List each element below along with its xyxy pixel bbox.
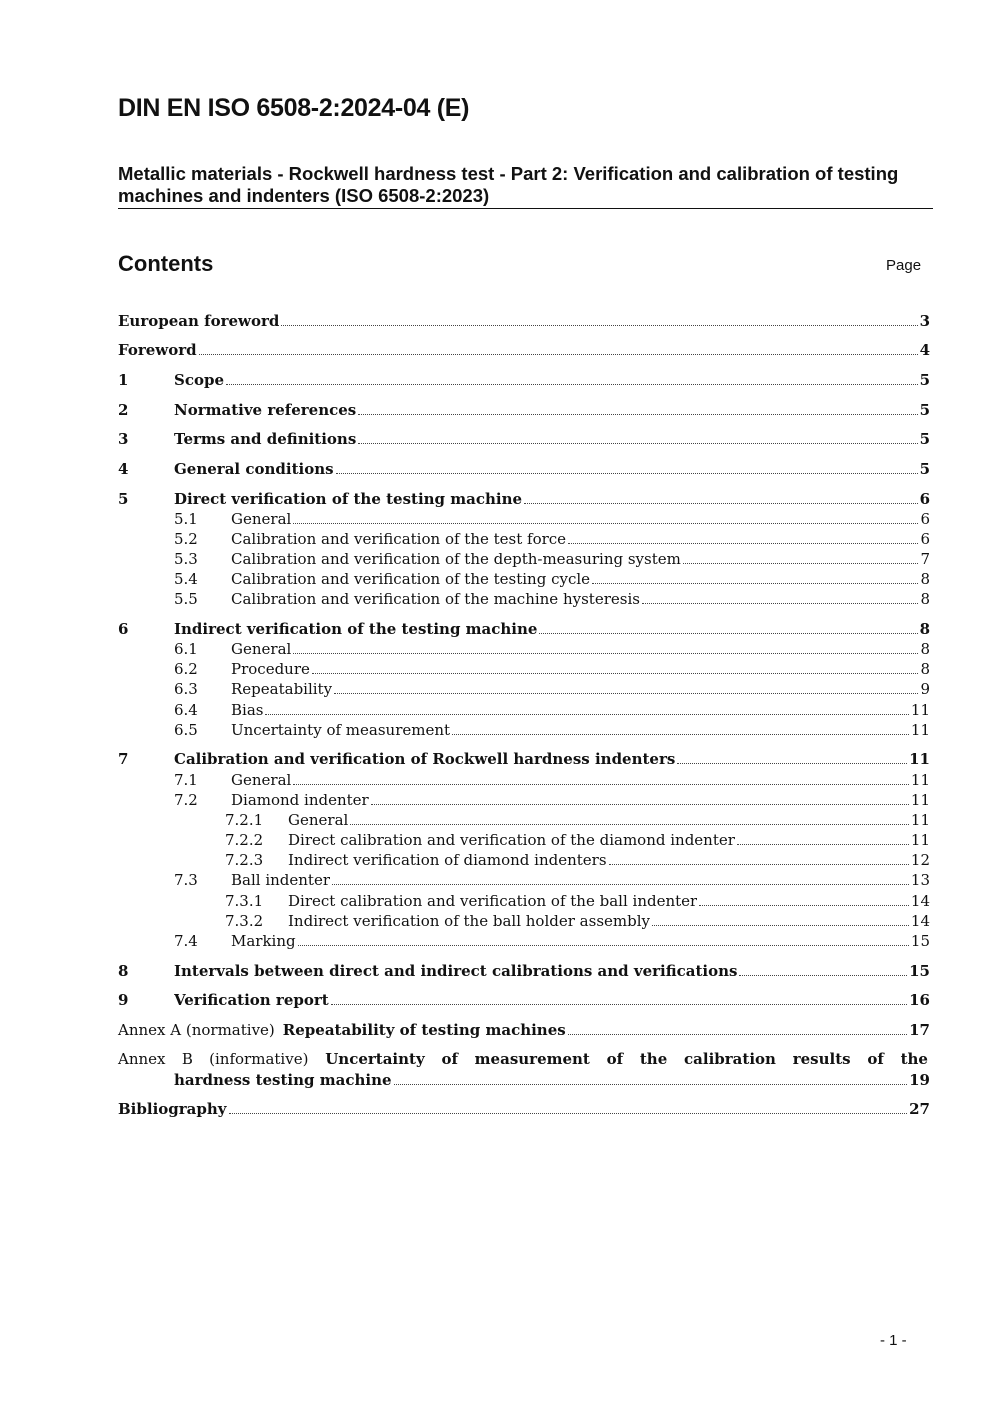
toc-entry-page: 11	[910, 721, 930, 739]
toc-entry-title: Indirect verification of the testing machine	[174, 620, 538, 638]
toc-entry[interactable]	[118, 720, 930, 740]
toc-entry-page: 11	[910, 701, 930, 719]
toc-entry-title: Intervals between direct and indirect calibrations and verifications	[174, 962, 738, 980]
dot-leader	[350, 824, 909, 825]
document-subtitle: Metallic materials - Rockwell hardness test - Part 2: Verification and calibration of testing machines and indenters (ISO 6508-2:2023)	[118, 163, 933, 209]
toc-entry-page: 9	[920, 680, 930, 698]
dot-leader	[677, 763, 907, 764]
toc-entry-page: 5	[919, 401, 930, 419]
toc-entry-title: Uncertainty of measurement of the calibration results of the	[325, 1050, 928, 1068]
toc-entry-number: 5.5	[174, 590, 198, 608]
toc-entry[interactable]	[118, 340, 930, 360]
dot-leader	[683, 563, 919, 564]
toc-entry[interactable]	[118, 1020, 930, 1040]
toc-entry-page: 16	[909, 991, 930, 1009]
toc-entry[interactable]	[118, 1099, 930, 1119]
dot-leader	[312, 673, 919, 674]
dot-leader	[336, 473, 918, 474]
toc-entry-page: 4	[919, 341, 930, 359]
toc-entry[interactable]	[118, 931, 930, 951]
dot-leader	[358, 414, 917, 415]
toc-entry[interactable]	[118, 509, 930, 529]
dot-leader	[609, 864, 909, 865]
toc-entry-page: 15	[910, 932, 930, 950]
dot-leader	[371, 804, 909, 805]
toc-entry-page: 8	[920, 640, 930, 658]
toc-entry[interactable]	[118, 400, 930, 420]
dot-leader	[568, 543, 918, 544]
toc-entry-page: 11	[910, 771, 930, 789]
toc-entry-page: 8	[920, 660, 930, 678]
toc-entry-number: 7.2	[174, 791, 198, 809]
toc-entry-title: General	[231, 771, 292, 789]
toc-entry-title: Marking	[231, 932, 296, 950]
toc-entry[interactable]	[118, 429, 930, 449]
toc-entry-page: 11	[910, 791, 930, 809]
toc-entry-title: Bias	[231, 701, 264, 719]
toc-entry-page: 8	[920, 590, 930, 608]
toc-entry[interactable]	[118, 370, 930, 390]
toc-entry-number: 5.2	[174, 530, 198, 548]
dot-leader	[737, 844, 909, 845]
toc-entry-title: European foreword	[118, 312, 280, 330]
toc-entry-title: Calibration and verification of Rockwell hardness indenters	[174, 750, 676, 768]
toc-entry-page: 8	[920, 570, 930, 588]
toc-entry[interactable]	[118, 870, 930, 890]
toc-entry[interactable]	[118, 891, 930, 911]
toc-entry[interactable]	[118, 810, 930, 830]
toc-entry-number: 6	[118, 620, 129, 638]
toc-entry-page: 5	[919, 460, 930, 478]
dot-leader	[298, 945, 909, 946]
toc-entry-number: 9	[118, 991, 129, 1009]
toc-entry-title: Direct calibration and verification of the ball indenter	[288, 892, 698, 910]
toc-entry-title: Diamond indenter	[231, 791, 369, 809]
toc-entry-page: 17	[909, 1021, 930, 1039]
toc-entry-page: 14	[910, 912, 930, 930]
toc-entry[interactable]	[118, 489, 930, 509]
toc-entry[interactable]	[118, 700, 930, 720]
toc-entry-title: Calibration and verification of the machine hysteresis	[231, 590, 640, 608]
dot-leader	[293, 653, 918, 654]
toc-entry[interactable]	[118, 1070, 930, 1090]
toc-entry-number: 5.4	[174, 570, 198, 588]
toc-entry[interactable]	[118, 569, 930, 589]
dot-leader	[265, 714, 908, 715]
toc-entry-title: Uncertainty of measurement	[231, 721, 451, 739]
toc-entry-title: Calibration and verification of the test force	[231, 530, 567, 548]
toc-entry-title: Ball indenter	[231, 871, 331, 889]
toc-entry-number: 5.3	[174, 550, 198, 568]
toc-entry-number: 6.5	[174, 721, 198, 739]
toc-entry-page: 15	[909, 962, 930, 980]
toc-entry-number: 7.3	[174, 871, 198, 889]
dot-leader	[334, 693, 918, 694]
dot-leader	[452, 734, 909, 735]
toc-entry[interactable]	[118, 990, 930, 1010]
toc-entry[interactable]	[118, 589, 930, 609]
toc-entry-page: 13	[910, 871, 930, 889]
toc-entry-number: 7.4	[174, 932, 198, 950]
toc-entry[interactable]	[118, 961, 930, 981]
toc-entry-title: Repeatability	[231, 680, 333, 698]
toc-entry-title: Bibliography	[118, 1100, 227, 1118]
toc-entry-number: 7.1	[174, 771, 198, 789]
toc-entry-page: 5	[919, 430, 930, 448]
toc-entry[interactable]	[118, 911, 930, 931]
toc-entry-title: Normative references	[174, 401, 357, 419]
toc-entry-title: Calibration and verification of the testing cycle	[231, 570, 591, 588]
toc-entry-title: Indirect verification of diamond indenters	[288, 851, 607, 869]
toc-entry-number: 5	[118, 490, 129, 508]
toc-entry-page: 14	[910, 892, 930, 910]
toc-entry-number: 1	[118, 371, 129, 389]
toc-entry[interactable]	[118, 850, 930, 870]
toc-entry-number: Annex A (normative)	[118, 1021, 275, 1039]
dot-leader	[281, 325, 917, 326]
toc-entry[interactable]	[118, 749, 930, 769]
toc-entry-number: 3	[118, 430, 129, 448]
toc-entry-title: Repeatability of testing machines	[282, 1021, 566, 1039]
toc-entry-page: 5	[919, 371, 930, 389]
toc-entry-page: 6	[920, 510, 930, 528]
toc-entry[interactable]	[118, 790, 930, 810]
toc-entry-page: 11	[910, 811, 930, 829]
toc-entry-page: 27	[909, 1100, 930, 1118]
toc-entry[interactable]	[118, 830, 930, 850]
toc-entry[interactable]	[118, 770, 930, 790]
toc-entry-number: 7.2.3	[225, 851, 264, 869]
dot-leader	[642, 603, 919, 604]
toc-entry-number: 7	[118, 750, 129, 768]
toc-entry-page: 8	[919, 620, 930, 638]
toc-entry[interactable]	[118, 311, 930, 331]
toc-entry-page: 7	[920, 550, 930, 568]
toc-entry-number: 2	[118, 401, 129, 419]
toc-entry-title: General	[231, 510, 292, 528]
dot-leader	[331, 1004, 907, 1005]
toc-entry-number: 6.2	[174, 660, 198, 678]
toc-entry-number: 6.1	[174, 640, 198, 658]
toc-entry-title: Terms and definitions	[174, 430, 357, 448]
dot-leader	[332, 884, 909, 885]
page-number: - 1 -	[880, 1332, 907, 1349]
toc-entry-first-line[interactable]	[118, 1049, 928, 1069]
toc-entry[interactable]	[118, 679, 930, 699]
toc-entry-title: Calibration and verification of the depth-measuring system	[231, 550, 681, 568]
toc-entry-page: 6	[919, 490, 930, 508]
toc-entry-title: Scope	[174, 371, 225, 389]
dot-leader	[358, 443, 917, 444]
toc-entry-title: Procedure	[231, 660, 310, 678]
toc-entry-number: 6.4	[174, 701, 198, 719]
dot-leader	[652, 925, 909, 926]
toc-entry-title: Verification report	[174, 991, 329, 1009]
toc-entry[interactable]	[118, 459, 930, 479]
toc-entry-number: Annex B (informative)	[118, 1050, 309, 1068]
toc-entry-number: 6.3	[174, 680, 198, 698]
toc-entry-page: 12	[910, 851, 930, 869]
toc-entry[interactable]	[118, 619, 930, 639]
toc-entry-number: 5.1	[174, 510, 198, 528]
dot-leader	[699, 905, 909, 906]
toc-entry-number: 7.3.2	[225, 912, 264, 930]
toc-entry[interactable]	[118, 639, 930, 659]
dot-leader	[226, 384, 918, 385]
toc-entry[interactable]	[118, 529, 930, 549]
toc-entry[interactable]	[118, 549, 930, 569]
toc-entry-title: Direct calibration and verification of the diamond indenter	[288, 831, 735, 849]
toc-entry-page: 6	[920, 530, 930, 548]
dot-leader	[229, 1113, 908, 1114]
contents-heading: Contents	[118, 251, 214, 276]
dot-leader	[524, 503, 918, 504]
toc-entry[interactable]	[118, 659, 930, 679]
toc-entry-title: Indirect verification of the ball holder assembly	[288, 912, 650, 930]
toc-entry-number: 4	[118, 460, 129, 478]
toc-entry-title: General	[288, 811, 349, 829]
toc-entry-page: 19	[909, 1071, 930, 1089]
page-column-heading: Page	[886, 257, 922, 274]
dot-leader	[592, 583, 918, 584]
toc-entry-page: 11	[909, 750, 930, 768]
document-title: DIN EN ISO 6508-2:2024-04 (E)	[118, 94, 470, 122]
toc-entry-number: 7.2.2	[225, 831, 264, 849]
toc-entry-number: 8	[118, 962, 129, 980]
toc-entry-page: 3	[919, 312, 930, 330]
toc-entry-number: 7.3.1	[225, 892, 264, 910]
dot-leader	[293, 523, 918, 524]
dot-leader	[394, 1084, 908, 1085]
toc-entry-page: 11	[910, 831, 930, 849]
dot-leader	[293, 784, 909, 785]
toc-entry-title-continued: hardness testing machine	[174, 1071, 392, 1089]
dot-leader	[199, 354, 918, 355]
dot-leader	[568, 1034, 907, 1035]
toc-entry-title: General conditions	[174, 460, 334, 478]
toc-entry-title: General	[231, 640, 292, 658]
dot-leader	[739, 975, 907, 976]
toc-entry-title: Foreword	[118, 341, 197, 359]
toc-entry-number: 7.2.1	[225, 811, 264, 829]
dot-leader	[539, 633, 917, 634]
toc-entry-title: Direct verification of the testing machine	[174, 490, 523, 508]
